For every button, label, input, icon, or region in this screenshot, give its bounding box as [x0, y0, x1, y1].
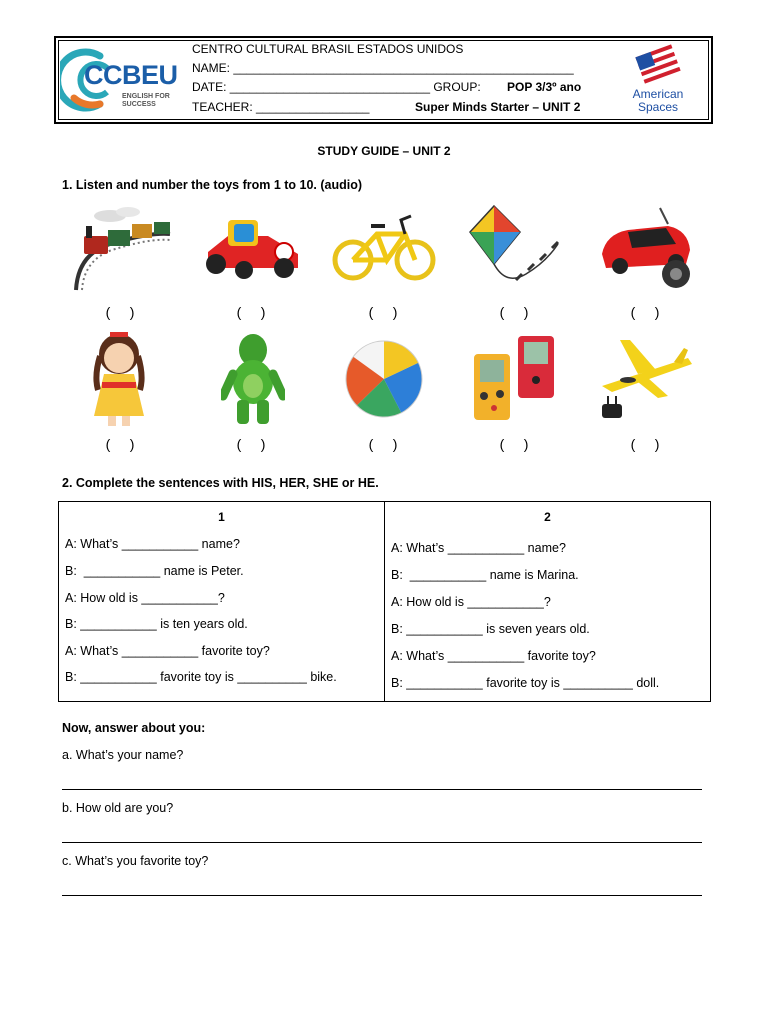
american-spaces-text-2: Spaces	[637, 100, 679, 114]
answer-blank[interactable]: ( )	[236, 304, 266, 320]
question-c: c. What’s you favorite toy?	[62, 854, 209, 868]
sentence-line[interactable]: B: ___________ favorite toy is __________ bike.	[65, 670, 337, 684]
sentence-line[interactable]: B: ___________ favorite toy is __________ doll.	[391, 676, 660, 690]
go-kart-icon	[198, 212, 306, 280]
answer-blank[interactable]: ( )	[630, 436, 660, 452]
section3-heading: Now, answer about you:	[62, 721, 206, 735]
ccbeu-logo	[60, 46, 182, 114]
answer-line-c[interactable]	[62, 895, 702, 896]
question-b: b. How old are you?	[62, 801, 174, 815]
sentence-line[interactable]: A: What’s ___________ name?	[391, 541, 566, 555]
sentences-table	[58, 501, 711, 702]
answer-line-a[interactable]	[62, 789, 702, 790]
sentence-line[interactable]: B: ___________ name is Peter.	[65, 564, 244, 578]
answer-blank[interactable]: ( )	[368, 304, 398, 320]
sentence-line[interactable]: B: ___________ name is Marina.	[391, 568, 579, 582]
sentence-line[interactable]: A: What’s ___________ favorite toy?	[65, 644, 270, 658]
doll-icon	[88, 326, 150, 428]
sentence-line[interactable]: A: How old is ___________?	[65, 591, 225, 605]
sentence-line[interactable]: A: What’s ___________ favorite toy?	[391, 649, 596, 663]
section2-instruction: 2. Complete the sentences with HIS, HER, SHE or HE.	[62, 476, 379, 490]
group-value: POP 3/3º ano	[507, 80, 582, 94]
answer-blank[interactable]: ( )	[499, 436, 529, 452]
sentence-line[interactable]: A: What’s ___________ name?	[65, 537, 240, 551]
question-a: a. What’s your name?	[62, 748, 184, 762]
institution-name: CENTRO CULTURAL BRASIL ESTADOS UNIDOS	[192, 42, 464, 56]
answer-blank[interactable]: ( )	[105, 304, 135, 320]
sentence-line[interactable]: B: ___________ is seven years old.	[391, 622, 590, 636]
ccbeu-logo-text: CCBEU	[84, 60, 178, 90]
american-spaces-text-1: American	[632, 87, 684, 101]
sentences-column-2	[385, 502, 711, 702]
answer-blank[interactable]: ( )	[236, 436, 266, 452]
sentence-line[interactable]: A: How old is ___________?	[391, 595, 551, 609]
answer-line-b[interactable]	[62, 842, 702, 843]
course-name: Super Minds Starter – UNIT 2	[415, 100, 581, 114]
teacher-field: TEACHER: _________________	[192, 100, 370, 114]
name-field: NAME: ___________________________________________________	[192, 61, 574, 75]
video-game-icon	[472, 334, 558, 424]
beach-ball-icon	[344, 340, 424, 418]
ccbeu-logo-tagline: ENGLISH FOR SUCCESS	[122, 93, 170, 108]
bicycle-icon	[331, 208, 437, 284]
train-icon	[70, 204, 172, 292]
answer-blank[interactable]: ( )	[630, 304, 660, 320]
answer-blank[interactable]: ( )	[105, 436, 135, 452]
toy-car-icon	[598, 204, 694, 290]
kite-icon	[466, 204, 566, 292]
answer-blank[interactable]: ( )	[499, 304, 529, 320]
section1-instruction: 1. Listen and number the toys from 1 to 10. (audio)	[62, 178, 363, 192]
us-flag-icon	[625, 42, 691, 86]
sentences-column-1	[59, 502, 385, 702]
american-spaces-logo	[625, 42, 691, 116]
sentence-line[interactable]: B: ___________ is ten years old.	[65, 617, 248, 631]
column-2-heading: 2	[544, 510, 551, 524]
page-title: STUDY GUIDE – UNIT 2	[317, 144, 451, 158]
answer-blank[interactable]: ( )	[368, 436, 398, 452]
date-group-field: DATE: ______________________________ GROUP:	[192, 80, 481, 94]
column-1-heading: 1	[218, 510, 225, 524]
toy-plane-icon	[598, 334, 694, 424]
monster-icon	[221, 330, 285, 426]
